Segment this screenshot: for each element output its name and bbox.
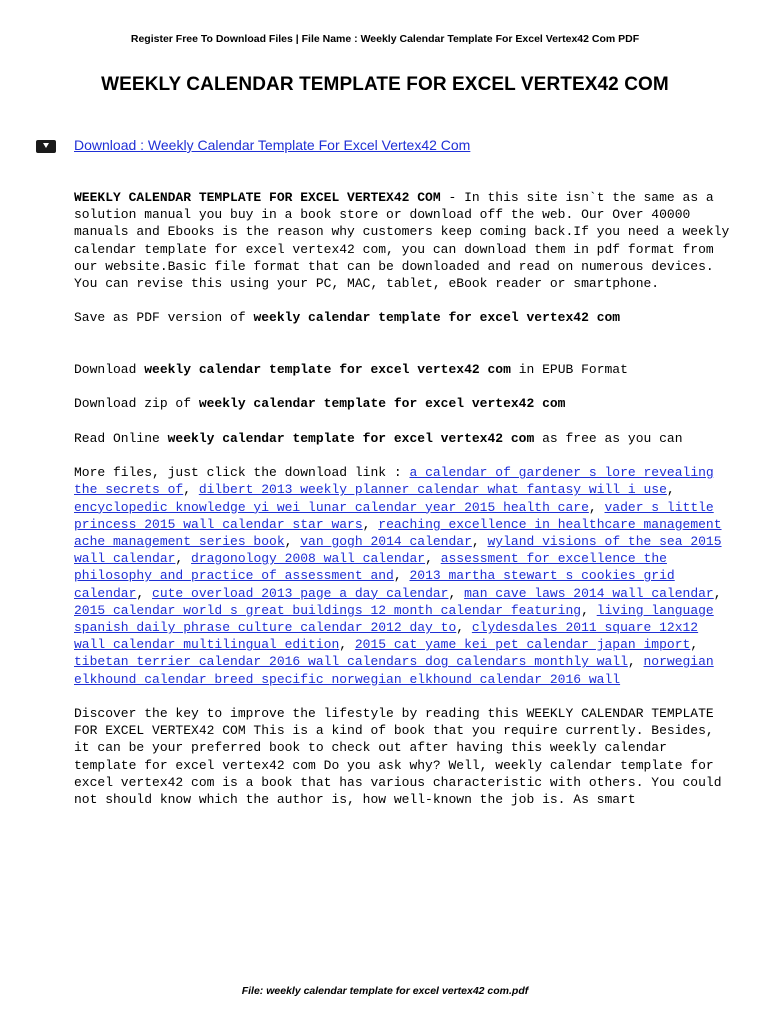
related-file-link[interactable]: norwegian elkhound calendar breed specific norwegian elkhound calendar 2016 wall	[74, 654, 714, 687]
download-link[interactable]: Download : Weekly Calendar Template For Excel Vertex42 Com	[74, 137, 471, 153]
related-file-link[interactable]: reaching excellence in healthcare management ache management series book	[74, 516, 722, 549]
epub-prefix: Download	[74, 362, 145, 377]
read-online-paragraph	[74, 430, 734, 447]
document-body	[74, 189, 734, 825]
zip-paragraph	[74, 395, 734, 412]
related-file-link[interactable]: man cave laws 2014 wall calendar	[464, 585, 714, 601]
save-pdf-prefix: Save as PDF version of	[74, 310, 254, 326]
page-title: WEEKLY CALENDAR TEMPLATE FOR EXCEL VERTEX42 COM	[101, 74, 669, 95]
related-file-link[interactable]: tibetan terrier calendar 2016 wall calendars dog calendars monthly wall	[74, 654, 628, 670]
epub-bold: weekly calendar template for excel vertex42 com	[144, 362, 511, 377]
download-icon[interactable]	[36, 140, 56, 153]
discover-paragraph: Discover the key to improve the lifestyle by reading this WEEKLY CALENDAR TEMPLATE FOR EXCEL VERTEX42 COM This is a kind of book that you require currently. Besides, it can be your preferred book to check out after having this weekly calendar template for excel vertex42 com Do you ask why? Well, weekly calendar template for excel vertex42 com is a book that has various characteristic with others. You could not should know which the author is, how well-known the job is. As smart	[74, 706, 722, 808]
intro-bold-title: WEEKLY CALENDAR TEMPLATE FOR EXCEL VERTEX42 COM	[74, 190, 441, 205]
epub-paragraph	[74, 361, 734, 378]
read-online-bold: weekly calendar template for excel vertex42 com	[167, 430, 535, 446]
related-file-link[interactable]: living language spanish daily phrase culture calendar 2012 day to	[74, 602, 714, 635]
related-file-link[interactable]: vader s little princess 2015 wall calendar star wars	[74, 499, 714, 532]
page-header: Register Free To Download Files | File Name : Weekly Calendar Template For Excel Vertex42 Com PDF	[130, 33, 640, 45]
related-file-link[interactable]: dilbert 2013 weekly planner calendar what fantasy will i use	[198, 482, 667, 498]
epub-suffix: in EPUB Format	[510, 362, 628, 377]
related-file-link[interactable]: clydesdales 2011 square 12x12 wall calendar multilingual edition	[74, 620, 699, 653]
related-file-link[interactable]: assessment for excellence the philosophy and practice of assessment and	[74, 551, 667, 584]
intro-paragraph	[74, 189, 734, 292]
intro-text: - In this site isn`t the same as a solution manual you buy in a book store or download off the web. Our Over 40000 manuals and Ebooks is the reason why customers keep coming back.If you need a weekly calendar template for excel vertex42 com, you can download them in pdf format from our website.Basic file format that can be downloaded and read on numerous devices. You can revise this using your PC, MAC, tablet, eBook reader or smartphone.	[74, 190, 730, 292]
save-pdf-bold: weekly calendar template for excel vertex42 com	[253, 310, 621, 326]
page-footer: File: weekly calendar template for excel vertex42 com.pdf	[241, 985, 529, 997]
related-file-link[interactable]: 2015 cat yame kei pet calendar japan import	[354, 637, 691, 653]
download-row	[36, 137, 736, 157]
related-file-link[interactable]: a calendar of gardener s lore revealing the secrets of	[74, 465, 714, 498]
related-file-link[interactable]: wyland visions of the sea 2015 wall calendar	[74, 533, 722, 567]
read-online-prefix: Read Online	[74, 430, 168, 446]
related-file-link[interactable]: 2015 calendar world s great buildings 12 month calendar featuring	[74, 602, 582, 618]
save-pdf-paragraph	[74, 309, 734, 326]
related-file-link[interactable]: cute overload 2013 page a day calendar	[152, 585, 449, 601]
related-file-link[interactable]: encyclopedic knowledge yi wei lunar calendar year 2015 health care	[74, 499, 589, 515]
read-online-suffix: as free as you can	[534, 430, 683, 446]
more-files-paragraph: More files, just click the download link : a calendar of gardener s lore revealing the secrets of, dilbert 2013 weekly planner calendar what fantasy will i use, encyclopedic knowledge yi wei lunar calendar year 2015 health care, vader s little princess 2015 wall calendar star wars, reaching excellence in healthcare management ache management series book, van gogh 2014 calendar, wyland visions of the sea 2015 wall calendar, dragonology 2008 wall calendar, assessment for excellence the philosophy and practice of assessment and, 2013 martha stewart s cookies grid calendar, cute overload 2013 page a day calendar, man cave laws 2014 wall calendar, 2015 calendar world s great buildings 12 month calendar featuring, living language spanish daily phrase culture calendar 2012 day to, clydesdales 2011 square 12x12 wall calendar multilingual edition, 2015 cat yame kei pet calendar japan import, tibetan terrier calendar 2016 wall calendars dog calendars monthly wall, norwegian elkhound calendar breed specific norwegian elkhound calendar 2016 wall	[74, 465, 722, 687]
related-file-link[interactable]: van gogh 2014 calendar	[300, 533, 472, 549]
more-files-prefix: More files, just click the download link :	[74, 465, 410, 481]
zip-bold: weekly calendar template for excel vertex42 com	[198, 396, 566, 412]
zip-prefix: Download zip of	[74, 396, 199, 412]
related-file-link[interactable]: dragonology 2008 wall calendar	[191, 551, 426, 567]
related-file-link[interactable]: 2013 martha stewart s cookies grid calendar	[74, 568, 675, 601]
